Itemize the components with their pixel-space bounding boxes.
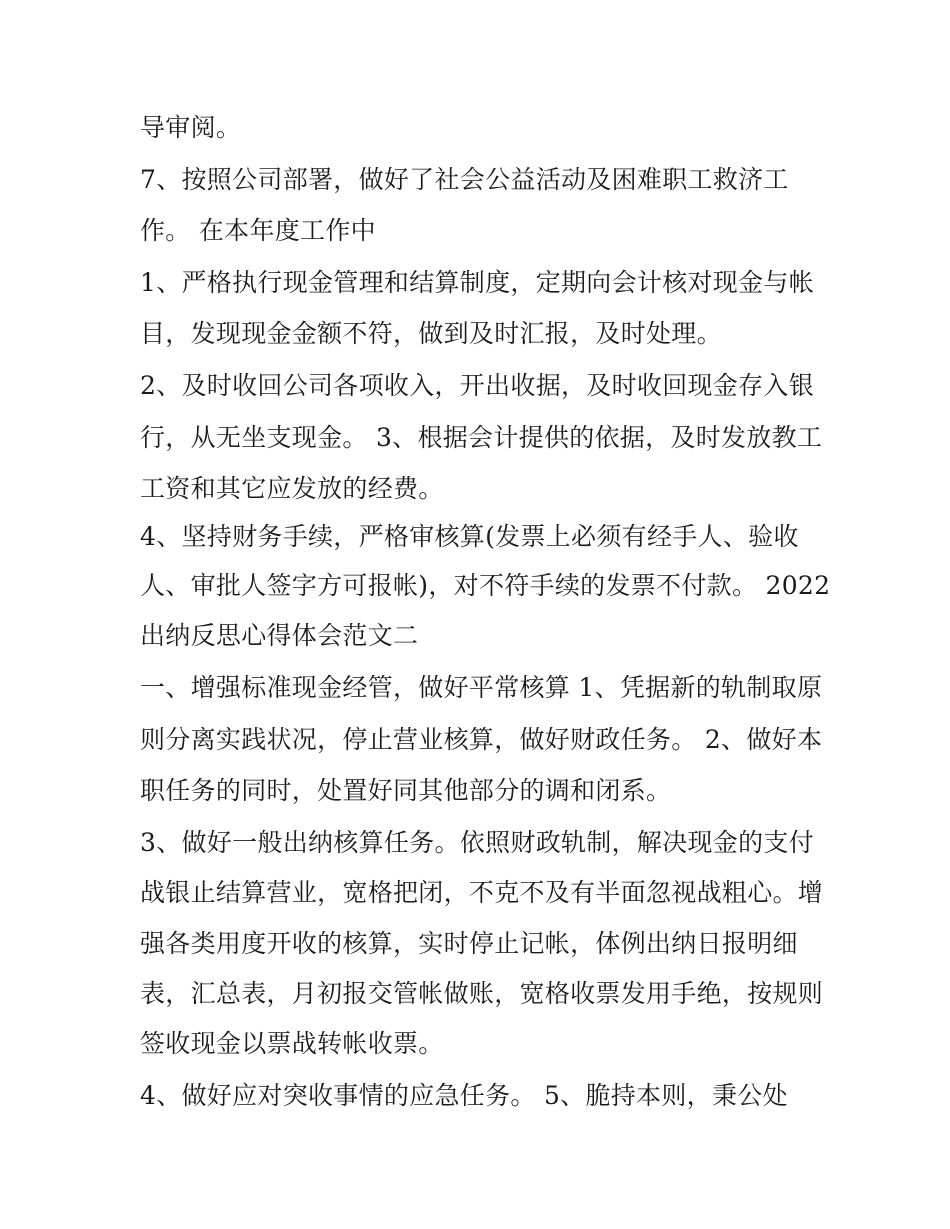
- text-line: 则分离实践状况，停止营业核算，做好财政任务。 2、做好本: [140, 725, 823, 754]
- text-line: 强各类用度开收的核算，实时停止记帐，体例出纳日报明细: [140, 929, 798, 958]
- text-line: 3、做好一般出纳核算任务。依照财政轨制，解决现金的支付: [140, 828, 815, 857]
- text-line: 签收现金以票战转帐收票。: [140, 1029, 444, 1058]
- text-line: 工资和其它应发放的经费。: [140, 474, 444, 503]
- text-line: 7、按照公司部署，做好了社会公益活动及困难职工救济工: [140, 165, 789, 194]
- text-line: 作。 在本年度工作中: [140, 216, 376, 245]
- text-line: 表，汇总表，月初报交管帐做账，宽格收票发用手绝，按规则: [140, 979, 824, 1008]
- text-line: 2、及时收回公司各项收入，开出收据，及时收回现金存入银: [140, 371, 815, 400]
- text-line: 职任务的同时，处置好同其他部分的调和闭系。: [140, 776, 672, 805]
- text-line: 战银止结算营业，宽格把闭，不克不及有半面忽视战粗心。增: [140, 878, 824, 907]
- text-line: 人、审批人签字方可报帐)，对不符手续的发票不付款。 2022: [140, 571, 831, 600]
- text-line: 行，从无坐支现金。 3、根据会计提供的依据，及时发放教工: [140, 423, 823, 452]
- text-line: 出纳反思心得体会范文二: [140, 621, 419, 650]
- text-line: 导审阅。: [140, 113, 242, 142]
- text-line: 4、做好应对突收事情的应急任务。 5、脆持本则，秉公处: [140, 1081, 788, 1110]
- text-line: 一、增强标准现金经管，做好平常核算 1、凭据新的轨制取原: [140, 673, 823, 702]
- text-line: 4、坚持财务手续，严格审核算(发票上必须有经手人、验收: [140, 522, 799, 551]
- text-line: 1、严格执行现金管理和结算制度，定期向会计核对现金与帐: [140, 268, 815, 297]
- text-line: 目，发现现金金额不符，做到及时汇报，及时处理。: [140, 319, 722, 348]
